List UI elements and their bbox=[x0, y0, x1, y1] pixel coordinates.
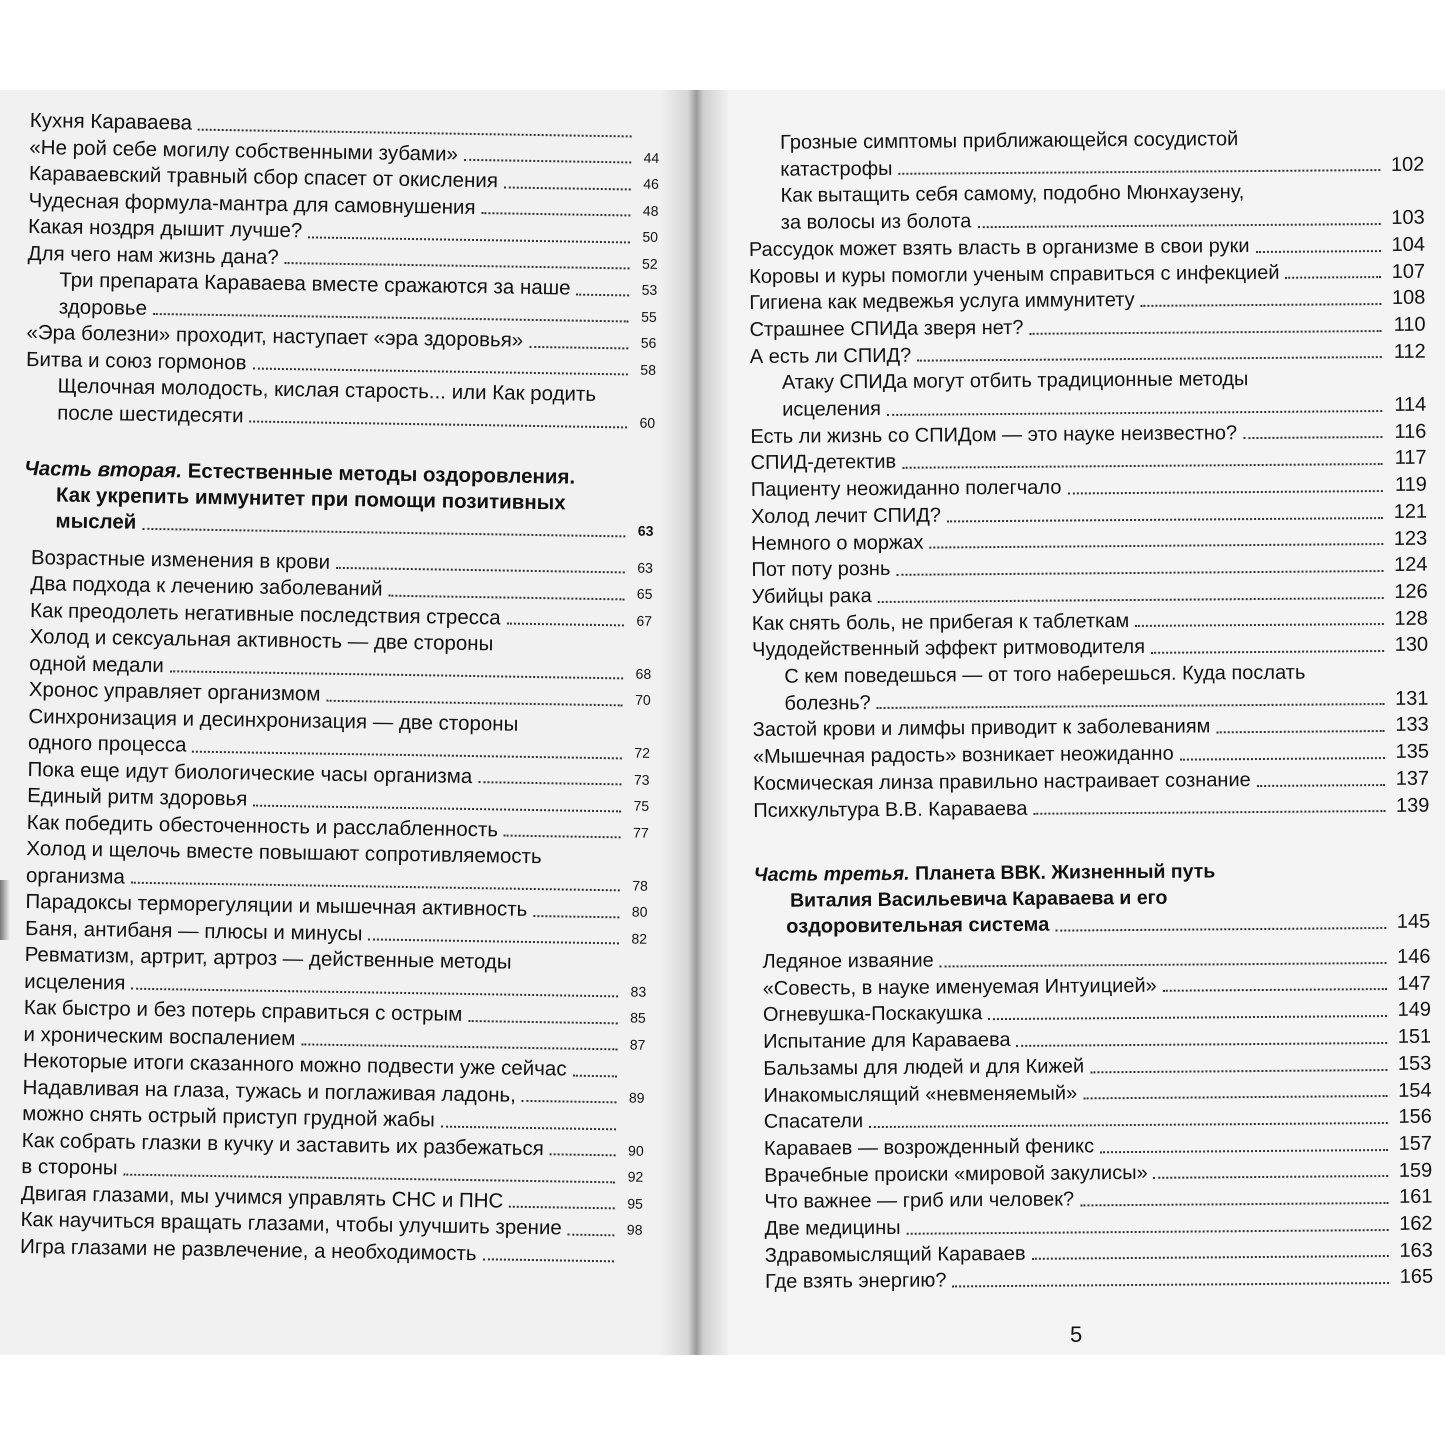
part-title-line1: Планета ВВК. Жизненный путь bbox=[914, 860, 1216, 885]
toc-entry-page: 77 bbox=[632, 824, 649, 841]
toc-entry-multiline bbox=[14, 1074, 645, 1137]
toc-entry-multiline bbox=[748, 125, 1424, 184]
toc-entry-page: 133 bbox=[1395, 714, 1429, 737]
dot-leader bbox=[1141, 303, 1382, 307]
toc-entry-title-line2: болезнь? bbox=[784, 691, 871, 715]
toc-entry-title: Как научиться вращать глазами, чтобы улучшить зрение bbox=[20, 1207, 562, 1240]
toc-entry-page: 108 bbox=[1391, 286, 1426, 310]
toc-entry-title-line1: Синхронизация и десинхронизация — две стороны bbox=[28, 704, 519, 736]
left-toc bbox=[12, 108, 660, 1270]
toc-entry-title: Космическая линза правильно настраивает сознание bbox=[753, 768, 1251, 795]
toc-entry-title: Рассудок может взять власть в организме в свои руки bbox=[748, 234, 1250, 261]
dot-leader bbox=[124, 1173, 616, 1183]
toc-entry-title: Что важнее — гриб или человек? bbox=[764, 1188, 1075, 1214]
toc-entry-title-line1: Как собрать глазки в кучку и заставить их разбежаться bbox=[21, 1128, 544, 1160]
toc-entry-title: Психкультура В.В. Караваева bbox=[753, 797, 1028, 822]
dot-leader bbox=[301, 1043, 617, 1050]
dot-leader bbox=[917, 356, 1382, 362]
dot-leader bbox=[336, 567, 625, 574]
dot-leader bbox=[878, 597, 1384, 603]
dot-leader bbox=[1180, 757, 1385, 761]
toc-entry-page: 149 bbox=[1397, 999, 1432, 1022]
toc-entry-page: 48 bbox=[642, 202, 659, 219]
dot-leader bbox=[550, 1153, 616, 1156]
toc-entry-title-line1: Три препарата Караваева вместе сражаются за наше bbox=[59, 268, 571, 300]
dot-leader bbox=[1163, 988, 1387, 992]
toc-entry-page: 68 bbox=[635, 665, 652, 682]
toc-entry-title-line1: Атаку СПИДа могут отбить традиционные методы bbox=[781, 368, 1249, 395]
part-label: Часть третья. bbox=[753, 863, 910, 887]
toc-entry-title: Чудодейственный эффект ритмоводителя bbox=[752, 636, 1146, 662]
toc-entry-title-line2: катастрофы bbox=[780, 157, 893, 181]
toc-entry-page: 130 bbox=[1394, 634, 1429, 657]
dot-leader bbox=[153, 313, 629, 322]
dot-leader bbox=[482, 1258, 613, 1262]
dot-leader bbox=[1256, 250, 1381, 253]
toc-entry-page: 123 bbox=[1393, 527, 1428, 550]
toc-entry-title: Страшнее СПИДа зверя нет? bbox=[749, 316, 1024, 341]
dot-leader bbox=[308, 236, 630, 243]
toc-entry-page: 151 bbox=[1397, 1025, 1432, 1049]
dot-leader bbox=[170, 670, 623, 679]
toc-entry-title-line1: Грозные симптомы приближающейся сосудистой bbox=[780, 128, 1239, 154]
toc-entry-page-line1: 85 bbox=[630, 1009, 646, 1026]
toc-entry-page-line1: 53 bbox=[641, 281, 658, 298]
toc-entry-title: Ледяное изваяние bbox=[762, 949, 934, 973]
toc-entry-page: 72 bbox=[634, 744, 651, 761]
toc-entry-title-line2: исцеления bbox=[24, 969, 126, 995]
toc-entry-title: Хронос управляет организмом bbox=[28, 678, 321, 706]
toc-entry-page: 50 bbox=[642, 228, 659, 245]
left-page bbox=[0, 90, 665, 1355]
toc-entry-page: 157 bbox=[1398, 1132, 1433, 1155]
toc-entry-page: 135 bbox=[1395, 740, 1429, 764]
dot-leader bbox=[576, 293, 629, 296]
toc-entry-title: Пока еще идут биологические часы организма bbox=[27, 757, 473, 788]
toc-entry-page: 56 bbox=[640, 334, 657, 351]
toc-entry-page: 121 bbox=[1393, 500, 1428, 523]
toc-entry-multiline bbox=[18, 836, 649, 899]
dot-leader bbox=[899, 169, 1381, 175]
toc-entry-page: 55 bbox=[641, 308, 657, 325]
book-gutter bbox=[660, 90, 730, 1355]
toc-entry-title: Две медицины bbox=[764, 1216, 901, 1240]
toc-entry-page: 63 bbox=[637, 559, 653, 576]
toc-entry-title: Два подхода к лечению заболеваний bbox=[30, 572, 383, 601]
dot-leader bbox=[1033, 810, 1385, 815]
dot-leader bbox=[1067, 490, 1382, 494]
toc-entry-title: Испытание для Караваева bbox=[763, 1029, 1011, 1054]
dot-leader bbox=[887, 410, 1382, 416]
page-edge-shadow bbox=[0, 880, 10, 940]
toc-entry-page: 58 bbox=[640, 361, 657, 378]
dot-leader bbox=[249, 420, 627, 428]
dot-leader bbox=[929, 543, 1383, 549]
part-title-line2: Виталия Васильевича Караваева и его bbox=[789, 887, 1168, 912]
toc-entry-multiline bbox=[752, 659, 1428, 718]
toc-entry-title: Битва и союз гормонов bbox=[25, 347, 247, 374]
dot-leader bbox=[1285, 276, 1381, 279]
toc-entry-page: 162 bbox=[1399, 1212, 1433, 1235]
toc-entry-title: Как победить обесточенность и расслабленность bbox=[26, 810, 499, 841]
toc-entry-title: Двигая глазами, мы учимся управлять СНС и ПНС bbox=[20, 1181, 504, 1213]
toc-entry-title: Караваевский травный сбор спасет от окисления bbox=[28, 161, 499, 193]
dot-leader bbox=[478, 781, 621, 785]
toc-entry-title: Коровы и куры помогли ученым справиться с инфекцией bbox=[749, 261, 1280, 288]
dot-leader bbox=[1243, 436, 1382, 439]
toc-entry-title: Возрастные изменения в крови bbox=[30, 545, 331, 574]
toc-entry-multiline bbox=[15, 995, 646, 1058]
toc-entry-multiline bbox=[25, 373, 656, 436]
toc-entry-page: 75 bbox=[633, 797, 650, 814]
dot-leader bbox=[1030, 330, 1382, 335]
toc-entry-page: 73 bbox=[633, 771, 650, 788]
toc-entry-multiline bbox=[16, 942, 647, 1005]
part-heading-line3 bbox=[754, 909, 1430, 941]
part2-entries bbox=[12, 544, 653, 1269]
toc-entry-title: Врачебные происки «мировой закулисы» bbox=[764, 1161, 1148, 1187]
dot-leader bbox=[1135, 623, 1384, 627]
dot-leader bbox=[1032, 1255, 1389, 1260]
part-heading bbox=[23, 456, 654, 544]
toc-entry-title: Как снять боль, не прибегая к таблеткам bbox=[751, 609, 1130, 635]
toc-entry-page: 114 bbox=[1394, 393, 1427, 416]
toc-entry-title: А есть ли СПИД? bbox=[749, 344, 912, 368]
part-label: Часть вторая. bbox=[24, 456, 183, 483]
part-page: 63 bbox=[637, 522, 654, 539]
dot-leader bbox=[953, 1282, 1390, 1287]
toc-entry-title-line1: Как вытащить себя самому, подобно Мюнхаузену, bbox=[780, 181, 1245, 208]
dot-leader bbox=[896, 570, 1383, 576]
dot-leader bbox=[441, 1125, 616, 1130]
toc-entry-title: Единый ритм здоровья bbox=[27, 784, 248, 811]
dot-leader bbox=[131, 988, 618, 998]
dot-leader bbox=[1154, 1175, 1389, 1179]
toc-entry-page-line1: 90 bbox=[628, 1142, 644, 1159]
toc-entry-title-line2: после шестидесяти bbox=[57, 400, 244, 427]
dot-leader bbox=[1100, 1149, 1388, 1153]
dot-leader bbox=[1151, 650, 1384, 654]
dot-leader bbox=[1090, 1069, 1387, 1073]
toc-entry-page: 163 bbox=[1399, 1239, 1433, 1262]
toc-entry-title: Инакомыслящий «невменяемый» bbox=[763, 1081, 1078, 1107]
dot-leader bbox=[464, 159, 631, 164]
toc-entry-page: 52 bbox=[641, 255, 658, 272]
toc-entry-page: 87 bbox=[629, 1036, 646, 1053]
toc-entry-page: 128 bbox=[1394, 607, 1428, 630]
toc-entry-title-line2: организма bbox=[25, 863, 126, 889]
toc-entry-title: Бальзамы для людей и для Кижей bbox=[763, 1055, 1085, 1080]
toc-entry-page: 147 bbox=[1397, 972, 1431, 995]
toc-entry bbox=[757, 1264, 1433, 1296]
toc-entry-title: Кухня Караваева bbox=[29, 108, 193, 135]
toc-entry-multiline bbox=[13, 1127, 644, 1190]
toc-entry-title: «Совесть, в науке именуемая Интуицией» bbox=[762, 974, 1157, 1000]
toc-entry-page: 107 bbox=[1391, 260, 1426, 283]
dot-leader bbox=[1083, 1095, 1387, 1099]
toc-entry-title: Гигиена как медвежья услуга иммунитету bbox=[749, 289, 1135, 315]
toc-entry-page: 124 bbox=[1393, 553, 1428, 577]
toc-entry-page: 112 bbox=[1393, 340, 1426, 363]
toc-entry-title: Спасатели bbox=[763, 1110, 864, 1134]
toc-entry-title-line2: и хроническим воспалением bbox=[23, 1022, 296, 1050]
part3-entries bbox=[754, 944, 1433, 1296]
toc-entry-multiline bbox=[748, 178, 1424, 237]
dot-leader bbox=[368, 938, 619, 944]
toc-entry-multiline bbox=[21, 624, 652, 687]
toc-entry-page: 92 bbox=[627, 1168, 644, 1185]
dot-leader bbox=[533, 915, 619, 918]
dot-leader bbox=[529, 345, 628, 349]
dot-leader bbox=[907, 1229, 1389, 1235]
toc-entry-page: 95 bbox=[627, 1195, 643, 1212]
toc-entry-title: Здравомыслящий Караваев bbox=[764, 1242, 1026, 1267]
toc-entry-title: Какая ноздря дышит лучше? bbox=[27, 214, 303, 243]
toc-entry-title-line1: Ревматизм, артрит, артроз — действенные методы bbox=[24, 943, 512, 974]
toc-entry-page: 153 bbox=[1397, 1052, 1432, 1075]
toc-entry-title: Игра глазами не развлечение, а необходимость bbox=[19, 1234, 477, 1265]
dot-leader bbox=[198, 128, 632, 137]
toc-entry-title: Как преодолеть негативные последствия стресса bbox=[29, 598, 501, 629]
toc-entry-page: 78 bbox=[632, 877, 648, 894]
toc-entry-title: Караваев — возрожденный феникс bbox=[763, 1135, 1095, 1160]
toc-entry-page: 139 bbox=[1395, 794, 1430, 817]
toc-entry-page: 117 bbox=[1394, 447, 1427, 470]
toc-entry-title: «Не рой себе могилу собственными зубами» bbox=[29, 135, 459, 166]
part-title-line3: оздоровительная система bbox=[786, 913, 1050, 939]
toc-entry-page: 44 bbox=[643, 149, 660, 166]
toc-entry-title-line1: Холод и щелочь вместе повышают сопротивляемость bbox=[26, 837, 542, 869]
toc-entry-title: Чудесная формула-мантра для самовнушения bbox=[28, 188, 476, 219]
dot-leader bbox=[285, 262, 630, 269]
toc-entry-title-line2: одной медали bbox=[29, 651, 165, 677]
toc-entry-title-line1: Как быстро и без потерь справиться с острым bbox=[23, 996, 463, 1026]
toc-entry-page: 126 bbox=[1394, 580, 1428, 603]
toc-entry-page: 70 bbox=[635, 691, 651, 708]
toc-entry-page: 137 bbox=[1395, 767, 1430, 790]
dot-leader bbox=[1257, 784, 1385, 787]
toc-entry-title: «Мышечная радость» возникает неожиданно bbox=[752, 742, 1174, 769]
dot-leader bbox=[507, 623, 624, 627]
toc-entry-page: 46 bbox=[643, 175, 660, 192]
toc-entry-page: 60 bbox=[639, 414, 656, 431]
dot-leader bbox=[504, 186, 631, 190]
toc-entry-page: 98 bbox=[626, 1221, 643, 1238]
dot-leader bbox=[142, 527, 625, 537]
toc-entry-title-line2: можно снять острый приступ грудной жабы bbox=[22, 1102, 436, 1132]
toc-entry-page: 80 bbox=[631, 903, 648, 920]
dot-leader bbox=[253, 804, 621, 812]
toc-entry-page: 154 bbox=[1398, 1079, 1432, 1102]
part-title-line3: мыслей bbox=[55, 509, 137, 534]
dot-leader bbox=[252, 368, 627, 376]
toc-entry-page: 82 bbox=[631, 930, 648, 947]
toc-entry-title: Холод лечит СПИД? bbox=[750, 504, 942, 528]
toc-entry-title-line2: исцеления bbox=[782, 397, 881, 421]
toc-entry-title: Убийцы рака bbox=[751, 584, 872, 608]
dot-leader bbox=[1017, 1042, 1388, 1047]
toc-entry-title: Немного о моржах bbox=[751, 531, 924, 555]
toc-entry-page: 119 bbox=[1394, 473, 1427, 497]
dot-leader bbox=[504, 835, 621, 839]
right-page bbox=[728, 90, 1445, 1355]
dot-leader bbox=[1080, 1202, 1388, 1206]
toc-entry-title: Для чего нам жизнь дана? bbox=[27, 241, 279, 269]
toc-entry-title: Некоторые итоги сказанного можно подвести уже сейчас bbox=[22, 1049, 567, 1081]
dot-leader bbox=[388, 594, 624, 600]
dot-leader bbox=[568, 1233, 615, 1236]
toc-entry bbox=[753, 792, 1429, 824]
toc-entry-page: 103 bbox=[1391, 206, 1425, 230]
part-heading bbox=[754, 857, 1431, 941]
dot-leader bbox=[988, 1015, 1387, 1020]
toc-entry-title: Парадоксы терморегуляции и мышечная активность bbox=[25, 890, 528, 921]
dot-leader bbox=[572, 1074, 616, 1077]
toc-entry-page: 83 bbox=[630, 983, 647, 1000]
dot-leader bbox=[1055, 927, 1386, 932]
toc-entry-page-line1: 89 bbox=[628, 1089, 645, 1106]
part-page: 145 bbox=[1396, 910, 1431, 934]
toc-entry-title: Огневушка-Поскакушка bbox=[762, 1002, 983, 1027]
dot-leader bbox=[192, 750, 621, 759]
toc-entry-multiline bbox=[750, 365, 1426, 424]
dot-leader bbox=[947, 517, 1383, 522]
book-spread bbox=[0, 90, 1445, 1355]
dot-leader bbox=[1216, 730, 1384, 733]
toc-entry-page: 156 bbox=[1398, 1105, 1432, 1129]
dot-leader bbox=[131, 882, 620, 892]
toc-entry-page: 146 bbox=[1397, 945, 1431, 968]
toc-entry-title: Где взять энергию? bbox=[764, 1269, 947, 1294]
dot-leader bbox=[877, 703, 1385, 709]
dot-leader bbox=[509, 1206, 615, 1210]
toc-entry-title: Пациенту неожиданно полегчало bbox=[750, 476, 1062, 502]
toc-entry-page: 110 bbox=[1393, 313, 1426, 336]
toc-entry-page: 161 bbox=[1398, 1185, 1433, 1209]
toc-entry-title-line2: в стороны bbox=[21, 1154, 118, 1180]
toc-entry-title-line2: за волосы из болота bbox=[780, 210, 972, 234]
dot-leader bbox=[522, 1100, 617, 1103]
dot-leader bbox=[326, 699, 622, 706]
toc-entry-title: Баня, антибаня — плюсы и минусы bbox=[24, 916, 363, 945]
toc-entry-page: 165 bbox=[1399, 1266, 1434, 1289]
toc-entry-title-line2: здоровье bbox=[58, 294, 148, 320]
toc-entry-multiline bbox=[27, 267, 658, 330]
page-number: 5 bbox=[1070, 1322, 1083, 1347]
toc-entry-title: Застой крови и лимфы приводит к заболеваниям bbox=[752, 715, 1211, 742]
dot-leader bbox=[481, 212, 630, 216]
toc-entry-page: 65 bbox=[636, 585, 653, 602]
dot-leader bbox=[468, 1019, 617, 1023]
toc-entry-title: Есть ли жизнь со СПИДом — это науке неизвестно? bbox=[750, 421, 1238, 448]
part-title-line1: Естественные методы оздоровления. bbox=[187, 459, 576, 489]
toc-entry-title: Пот поту рознь bbox=[751, 558, 891, 582]
toc-entry-title: СПИД-детектив bbox=[750, 451, 897, 475]
toc-entry-page: 116 bbox=[1394, 420, 1427, 443]
toc-entry-page: 131 bbox=[1395, 687, 1429, 710]
toc-entry-title-line1: Щелочная молодость, кислая старость... или Как родить bbox=[57, 374, 597, 406]
toc-entry-title-line2: одного процесса bbox=[27, 731, 187, 757]
right-toc bbox=[748, 125, 1433, 1296]
dot-leader bbox=[940, 962, 1387, 968]
dot-leader bbox=[902, 463, 1382, 469]
toc-entry-page: 102 bbox=[1390, 153, 1425, 176]
toc-entry-title-line1: С кем поведешься — от того наберешься. Куда послать bbox=[784, 661, 1306, 688]
toc-entry-title-line1: Надавливая на глаза, тужась и поглаживая ладонь, bbox=[22, 1075, 517, 1107]
toc-entry-page: 104 bbox=[1391, 233, 1426, 256]
toc-entry-page: 67 bbox=[636, 612, 653, 629]
toc-entry-title-line1: Холод и сексуальная активность — две стороны bbox=[29, 625, 494, 656]
toc-entry-multiline bbox=[20, 703, 651, 766]
toc-entry-page: 159 bbox=[1398, 1159, 1433, 1182]
part-title-line2: Как укрепить иммунитет при помощи позитивных bbox=[55, 483, 566, 515]
dot-leader bbox=[869, 1122, 1388, 1128]
dot-leader bbox=[977, 223, 1380, 228]
toc-entry-title: «Эра болезни» проходит, наступает «эра здоровья» bbox=[26, 320, 524, 352]
